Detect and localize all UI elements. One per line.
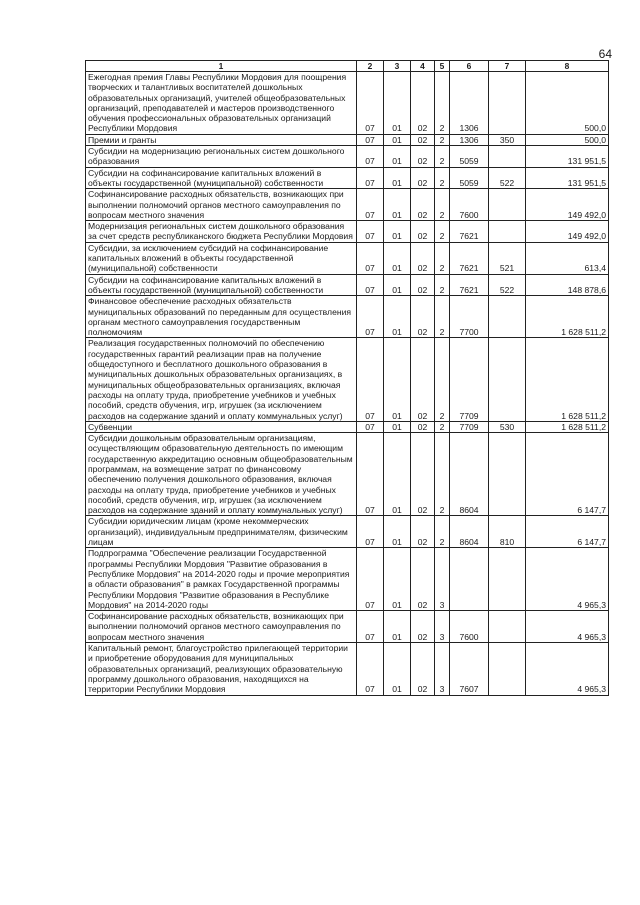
program-code-cell: 02 (411, 548, 435, 611)
amount-cell: 4 965,3 (526, 643, 609, 695)
subsection-code-cell: 01 (384, 221, 411, 243)
amount-cell: 1 628 511,2 (526, 338, 609, 421)
program-code-cell: 02 (411, 296, 435, 338)
section-code-cell: 07 (357, 134, 384, 145)
section-code-cell: 07 (357, 221, 384, 243)
section-code-cell: 07 (357, 296, 384, 338)
column-header: 3 (384, 61, 411, 72)
table-row (86, 242, 609, 274)
item-code-cell: 7607 (450, 643, 489, 695)
subsection-code-cell: 01 (384, 433, 411, 516)
program-code-cell: 02 (411, 189, 435, 221)
subprogram-code-cell: 2 (435, 296, 450, 338)
subprogram-code-cell: 2 (435, 146, 450, 168)
program-code-cell: 02 (411, 611, 435, 643)
expense-type-cell: 521 (489, 242, 526, 274)
subsection-code-cell: 01 (384, 72, 411, 135)
item-code-cell: 7709 (450, 421, 489, 432)
expense-type-cell (489, 338, 526, 421)
item-code-cell: 1306 (450, 134, 489, 145)
subprogram-code-cell: 2 (435, 167, 450, 189)
item-code-cell: 7700 (450, 296, 489, 338)
row-name-cell: Софинансирование расходных обязательств, возникающих при выполнении полномочий органов местного самоуправления по вопросам местного значения (86, 189, 357, 221)
program-code-cell: 02 (411, 221, 435, 243)
row-name-cell: Реализация государственных полномочий по обеспечению государственных гарантий реализации прав на получение общедоступного и бесплатного дошкольного образования в муниципальных дошкольных образовательных организациях, в муниципальных общеобразовательных организациях, включая расходы на оплату труда, приобретение учебников и учебных пособий, средств обучения, игр, игрушек (за исключением расходов на содержание зданий и оплату коммунальных услуг) (86, 338, 357, 421)
program-code-cell: 02 (411, 516, 435, 548)
column-header: 6 (450, 61, 489, 72)
subsection-code-cell: 01 (384, 134, 411, 145)
row-name-cell: Ежегодная премия Главы Республики Мордовия для поощрения творческих и талантливых воспитателей дошкольных образовательных организаций, учителей общеобразовательных организаций, преподавателей и мастеров производственного обучения профессиональных образовательных организаций Республики Мордовия (86, 72, 357, 135)
amount-cell: 4 965,3 (526, 611, 609, 643)
item-code-cell: 7600 (450, 189, 489, 221)
subprogram-code-cell: 2 (435, 338, 450, 421)
item-code-cell: 5059 (450, 167, 489, 189)
program-code-cell: 02 (411, 242, 435, 274)
section-code-cell: 07 (357, 189, 384, 221)
expense-type-cell: 530 (489, 421, 526, 432)
subsection-code-cell: 01 (384, 338, 411, 421)
section-code-cell: 07 (357, 274, 384, 296)
expense-type-cell (489, 296, 526, 338)
amount-cell: 149 492,0 (526, 221, 609, 243)
section-code-cell: 07 (357, 338, 384, 421)
subsection-code-cell: 01 (384, 516, 411, 548)
amount-cell: 500,0 (526, 134, 609, 145)
table-row (86, 643, 609, 695)
subsection-code-cell: 01 (384, 167, 411, 189)
row-name-cell: Капитальный ремонт, благоустройство прилегающей территории и приобретение оборудования для муниципальных образовательных организаций, реализующих образовательную программу дошкольного образования, находящихся на территории Республики Мордовия (86, 643, 357, 695)
table-row (86, 134, 609, 145)
page-number: 64 (598, 47, 612, 61)
amount-cell: 1 628 511,2 (526, 421, 609, 432)
program-code-cell: 02 (411, 643, 435, 695)
subprogram-code-cell: 3 (435, 611, 450, 643)
amount-cell: 6 147,7 (526, 433, 609, 516)
expense-type-cell (489, 221, 526, 243)
table-body (86, 72, 609, 696)
expense-type-cell (489, 72, 526, 135)
section-code-cell: 07 (357, 167, 384, 189)
item-code-cell (450, 548, 489, 611)
subsection-code-cell: 01 (384, 296, 411, 338)
item-code-cell: 5059 (450, 146, 489, 168)
item-code-cell: 7600 (450, 611, 489, 643)
table-row (86, 421, 609, 432)
row-name-cell: Субвенции (86, 421, 357, 432)
amount-cell: 500,0 (526, 72, 609, 135)
expense-type-cell: 810 (489, 516, 526, 548)
row-name-cell: Модернизация региональных систем дошкольного образования за счет средств республиканского бюджета Республики Мордовия (86, 221, 357, 243)
amount-cell: 1 628 511,2 (526, 296, 609, 338)
table-row (86, 433, 609, 516)
table-row (86, 338, 609, 421)
column-header: 4 (411, 61, 435, 72)
row-name-cell: Субсидии на модернизацию региональных систем дошкольного образования (86, 146, 357, 168)
subsection-code-cell: 01 (384, 421, 411, 432)
table-row (86, 72, 609, 135)
row-name-cell: Субсидии юридическим лицам (кроме некоммерческих организаций), индивидуальным предпринимателям, физическим лицам (86, 516, 357, 548)
row-name-cell: Финансовое обеспечение расходных обязательств муниципальных образований по переданным для осуществления органам местного самоуправления государственным полномочиям (86, 296, 357, 338)
column-header: 1 (86, 61, 357, 72)
subprogram-code-cell: 2 (435, 189, 450, 221)
amount-cell: 131 951,5 (526, 167, 609, 189)
program-code-cell: 02 (411, 146, 435, 168)
section-code-cell: 07 (357, 611, 384, 643)
program-code-cell: 02 (411, 338, 435, 421)
program-code-cell: 02 (411, 274, 435, 296)
amount-cell: 148 878,6 (526, 274, 609, 296)
program-code-cell: 02 (411, 167, 435, 189)
subprogram-code-cell: 2 (435, 242, 450, 274)
subprogram-code-cell: 2 (435, 433, 450, 516)
subsection-code-cell: 01 (384, 274, 411, 296)
table-row (86, 146, 609, 168)
item-code-cell: 7709 (450, 338, 489, 421)
amount-cell: 6 147,7 (526, 516, 609, 548)
row-name-cell: Субсидии на софинансирование капитальных вложений в объекты государственной (муниципальной) собственности (86, 274, 357, 296)
amount-cell: 4 965,3 (526, 548, 609, 611)
item-code-cell: 7621 (450, 242, 489, 274)
expense-type-cell: 350 (489, 134, 526, 145)
program-code-cell: 02 (411, 72, 435, 135)
expense-type-cell (489, 611, 526, 643)
row-name-cell: Премии и гранты (86, 134, 357, 145)
section-code-cell: 07 (357, 242, 384, 274)
section-code-cell: 07 (357, 433, 384, 516)
subprogram-code-cell: 2 (435, 421, 450, 432)
column-header: 2 (357, 61, 384, 72)
subsection-code-cell: 01 (384, 643, 411, 695)
subsection-code-cell: 01 (384, 611, 411, 643)
subprogram-code-cell: 3 (435, 548, 450, 611)
expense-type-cell (489, 146, 526, 168)
column-header: 7 (489, 61, 526, 72)
subsection-code-cell: 01 (384, 146, 411, 168)
subsection-code-cell: 01 (384, 548, 411, 611)
section-code-cell: 07 (357, 516, 384, 548)
column-header: 5 (435, 61, 450, 72)
program-code-cell: 02 (411, 421, 435, 432)
expense-type-cell (489, 548, 526, 611)
item-code-cell: 7621 (450, 221, 489, 243)
subprogram-code-cell: 2 (435, 221, 450, 243)
table-row (86, 274, 609, 296)
table-row (86, 611, 609, 643)
table-row (86, 167, 609, 189)
subprogram-code-cell: 3 (435, 643, 450, 695)
program-code-cell: 02 (411, 433, 435, 516)
row-name-cell: Субсидии дошкольным образовательным организациям, осуществляющим образовательную деятельность по имеющим государственную аккредитацию основным общеобразовательным программам, на возмещение затрат по финансовому обеспечению получения дошкольного образования, включая расходы на оплату труда, приобретение учебников и учебных пособий, средств обучения, игр, игрушек (за исключением расходов на содержание зданий и оплату коммунальных услуг) (86, 433, 357, 516)
subprogram-code-cell: 2 (435, 72, 450, 135)
expense-type-cell (489, 189, 526, 221)
program-code-cell: 02 (411, 134, 435, 145)
section-code-cell: 07 (357, 72, 384, 135)
item-code-cell: 1306 (450, 72, 489, 135)
subsection-code-cell: 01 (384, 189, 411, 221)
item-code-cell: 8604 (450, 433, 489, 516)
section-code-cell: 07 (357, 643, 384, 695)
subprogram-code-cell: 2 (435, 134, 450, 145)
table-row (86, 516, 609, 548)
section-code-cell: 07 (357, 146, 384, 168)
expense-type-cell: 522 (489, 274, 526, 296)
subprogram-code-cell: 2 (435, 274, 450, 296)
table-row (86, 548, 609, 611)
row-name-cell: Субсидии, за исключением субсидий на софинансирование капитальных вложений в объекты государственной (муниципальной) собственности (86, 242, 357, 274)
amount-cell: 149 492,0 (526, 189, 609, 221)
amount-cell: 613,4 (526, 242, 609, 274)
table-header-row (86, 61, 609, 72)
row-name-cell: Субсидии на софинансирование капитальных вложений в объекты государственной (муниципальной) собственности (86, 167, 357, 189)
row-name-cell: Подпрограмма "Обеспечение реализации Государственной программы Республики Мордовия "Развитие образования в Республике Мордовия" на 2014-2020 годы и прочие мероприятия в области образования" в рамках Государственной программы Республики Мордовия "Развитие образования в Республике Мордовия" на 2014-2020 годы (86, 548, 357, 611)
section-code-cell: 07 (357, 421, 384, 432)
subprogram-code-cell: 2 (435, 516, 450, 548)
expense-type-cell (489, 433, 526, 516)
amount-cell: 131 951,5 (526, 146, 609, 168)
subsection-code-cell: 01 (384, 242, 411, 274)
budget-table (85, 60, 609, 696)
section-code-cell: 07 (357, 548, 384, 611)
item-code-cell: 8604 (450, 516, 489, 548)
row-name-cell: Софинансирование расходных обязательств, возникающих при выполнении полномочий органов местного самоуправления по вопросам местного значения (86, 611, 357, 643)
item-code-cell: 7621 (450, 274, 489, 296)
table-row (86, 221, 609, 243)
expense-type-cell: 522 (489, 167, 526, 189)
table-row (86, 189, 609, 221)
expense-type-cell (489, 643, 526, 695)
table-row (86, 296, 609, 338)
column-header: 8 (526, 61, 609, 72)
